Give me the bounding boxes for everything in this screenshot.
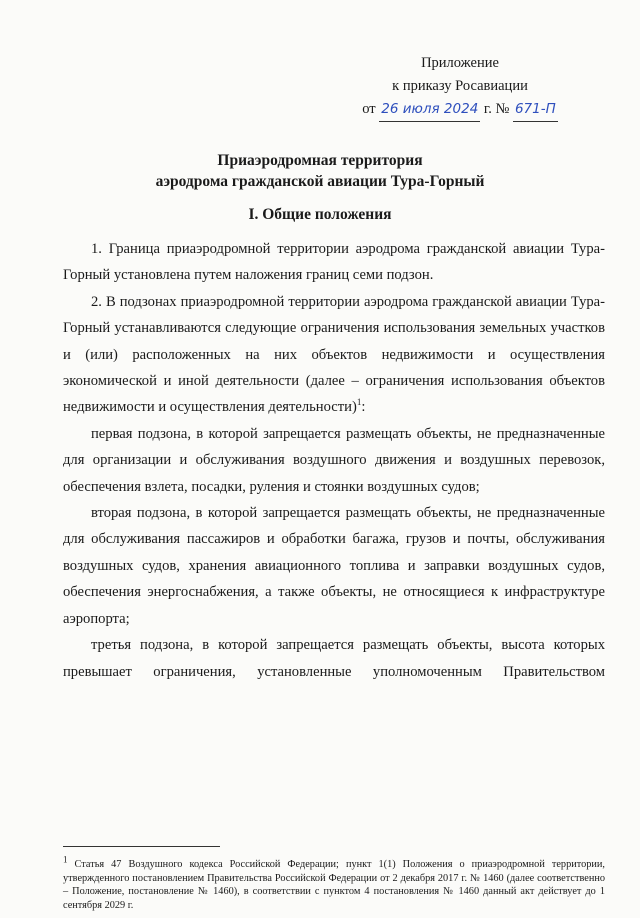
section-heading: I. Общие положения [248,206,392,223]
header-from-label: от [362,101,376,117]
paragraph-2-text: 2. В подзонах приаэродромной территории аэродрома гражданской авиации Тура-Горный устанавливаются следующие ограничения использования земельных участков и (или) расположенных на них объектов недвижимости и осуществления экономической и иной деятельности (далее – ограничения использования объектов недвижимости и осуществления деятельности) [63,293,605,416]
paragraph-2-tail: : [361,399,366,416]
paragraph-1: 1. Граница приаэродромной территории аэродрома гражданской авиации Тура-Горный установлена путем наложения границ семи подзон. [63,241,605,284]
subzone-1-paragraph: первая подзона, в которой запрещается размещать объекты, не предназначенные для организации и обслуживания воздушного движения и воздушных перевозок, обеспечения взлета, посадки, руления и стоянки воздушных судов; [63,425,605,495]
header-order-label: к приказу Росавиации [392,78,528,94]
header-year-number-label: г. № [483,101,510,117]
document-title-line1: Приаэродромная территория [217,152,423,169]
approval-header [350,52,570,122]
handwritten-order-number: 671-П [513,98,558,122]
footnote-marker: 1 [63,854,68,865]
header-appendix-label: Приложение [421,55,499,71]
header-date-number-row [350,98,570,122]
document-body [63,236,605,685]
paragraph-2 [63,289,605,421]
document-title-line2: аэродрома гражданской авиации Тура-Горный [155,173,485,190]
subzone-3-paragraph: третья подзона, в которой запрещается размещать объекты, высота которых превышает ограничения, установленные уполномоченным Правительством [63,637,605,680]
footnote-ref: 1 [356,397,362,408]
footnote [63,854,605,912]
subzone-2-paragraph: вторая подзона, в которой запрещается размещать объекты, не предназначенные для обслуживания пассажиров и обработки багажа, грузов и почты, обслуживания воздушных судов, хранения авиационного топлива и заправки воздушных судов, обеспечения энергоснабжения, а также объекты, не относящиеся к инфраструктуре аэропорта; [63,505,605,627]
footnote-separator [63,846,220,847]
handwritten-date: 26 июля 2024 [379,98,480,122]
footnote-text: Статья 47 Воздушного кодекса Российской Федерации; пункт 1(1) Положения о приаэродромной территории, утвержденного постановлением Правительства Российской Федерации от 2 декабря 2017 г. № 1460 (далее соответственно – Положение, постановление № 1460), в соответствии с пунктом 4 постановления № 1460 данный акт действует до 1 сентября 2029 г. [63,859,605,911]
